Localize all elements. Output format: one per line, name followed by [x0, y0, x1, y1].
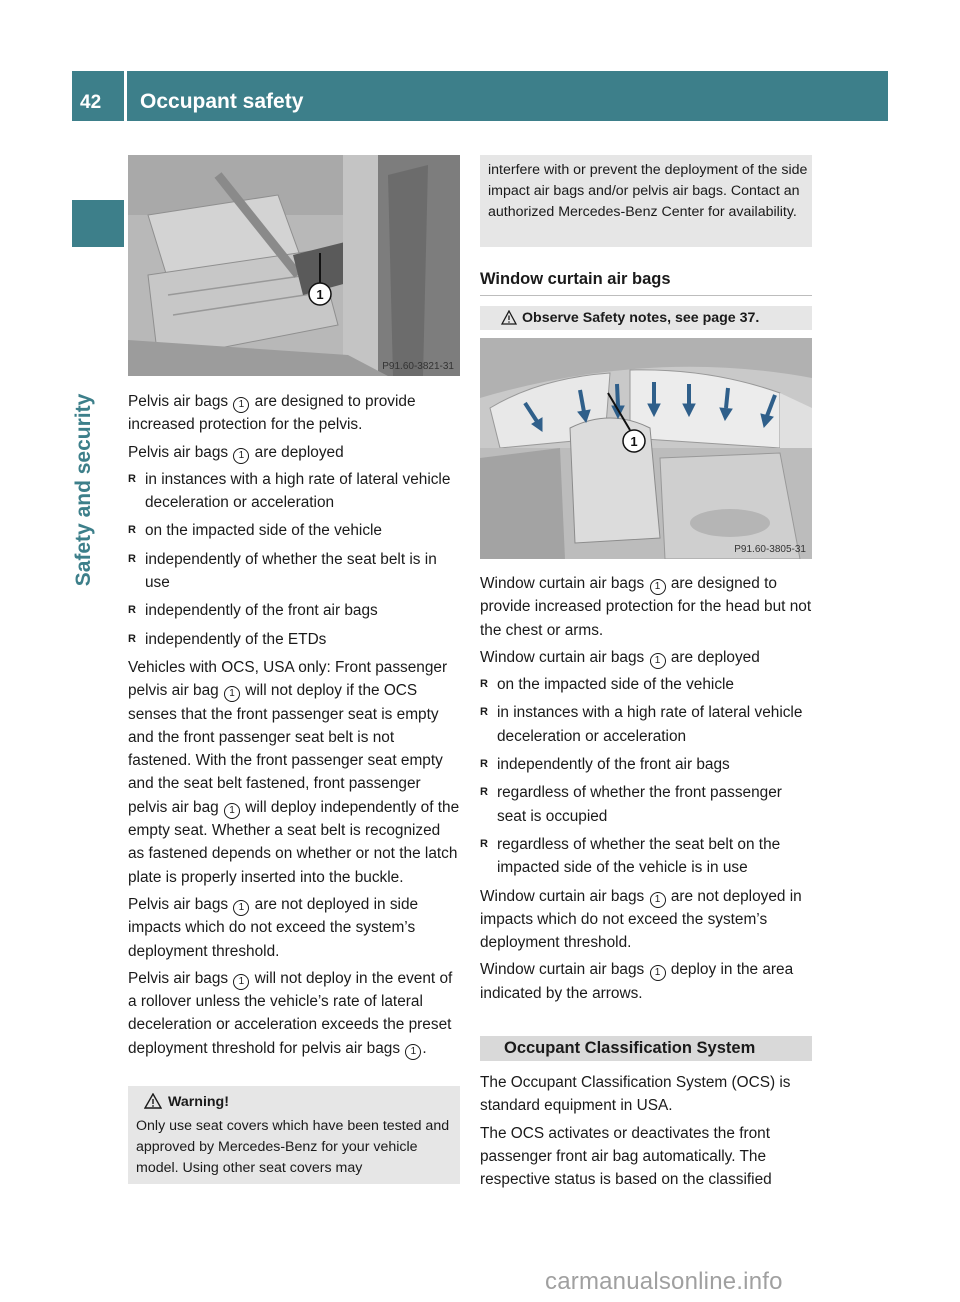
- paragraph: Pelvis air bags 1 will not deploy in the event of a rollover unless the vehicle’s rate of lateral deceleration or acceleration exceeds the preset deployment threshold for pelvis air bags 1 .: [128, 967, 460, 1060]
- safety-notes-reference: [480, 306, 812, 330]
- callout-1-icon: 1: [650, 892, 666, 908]
- warning-triangle-icon: [144, 1093, 162, 1109]
- figure1-callout: 1: [316, 287, 324, 302]
- figure1-code: P91.60-3821-31: [382, 361, 454, 372]
- paragraph: The OCS activates or deactivates the front passenger front air bag automatically. The respective status is based on the classified: [480, 1124, 772, 1189]
- section-heading: Window curtain air bags: [480, 270, 812, 296]
- list-item: R on the impacted side of the vehicle: [480, 673, 812, 696]
- paragraph: Window curtain air bags 1 are deployed: [480, 646, 812, 669]
- curtain-deploy-list: [480, 673, 812, 879]
- list-item: R independently of the front air bags: [480, 753, 812, 776]
- paragraph: The Occupant Classification System (OCS) is standard equipment in USA.: [480, 1074, 791, 1115]
- page-title: Occupant safety: [140, 90, 304, 113]
- list-item: R regardless of whether the seat belt on the impacted side of the vehicle is in use: [480, 833, 812, 880]
- figure2-callout: 1: [630, 434, 638, 449]
- list-item: R independently of the front air bags: [128, 599, 460, 622]
- header-divider: [124, 71, 127, 121]
- list-item: R independently of the ETDs: [128, 628, 460, 651]
- list-item: R regardless of whether the front passenger seat is occupied: [480, 781, 812, 828]
- paragraph: Window curtain air bags 1 deploy in the area indicated by the arrows.: [480, 961, 794, 1002]
- ocs-text: [480, 1071, 812, 1195]
- ocs-heading-text: Occupant Classification System: [504, 1039, 756, 1057]
- right-column-text: [480, 572, 812, 1009]
- pelvis-deploy-list: [128, 468, 460, 651]
- safety-notes-text: Observe Safety notes, see page 37.: [522, 310, 760, 326]
- paragraph: Window curtain air bags 1 are not deployed in impacts which do not exceed the system’s deployment threshold.: [480, 887, 802, 952]
- pelvis-airbag-figure: [128, 155, 460, 376]
- callout-1-icon: 1: [233, 900, 249, 916]
- list-item: R in instances with a high rate of lateral vehicle deceleration or acceleration: [480, 701, 812, 748]
- warning-text: Only use seat covers which have been tested and approved by Mercedes-Benz for your vehicle model. Using other seat covers may: [136, 1118, 450, 1176]
- ocs-section-heading: [480, 1036, 812, 1061]
- callout-1-icon: 1: [233, 974, 249, 990]
- callout-1-icon: 1: [650, 579, 666, 595]
- list-item: R independently of whether the seat belt is in use: [128, 548, 460, 595]
- callout-1-icon: 1: [650, 653, 666, 669]
- seat-illustration: [128, 155, 460, 376]
- watermark: carmanualsonline.info: [545, 1268, 783, 1295]
- window-curtain-figure: [480, 338, 812, 559]
- callout-1-icon: 1: [224, 803, 240, 819]
- page-number: 42: [80, 92, 102, 113]
- left-column-text: [128, 390, 460, 1064]
- list-item: R on the impacted side of the vehicle: [128, 519, 460, 542]
- callout-1-icon: 1: [405, 1044, 421, 1060]
- list-item: R in instances with a high rate of lateral vehicle deceleration or acceleration: [128, 468, 460, 515]
- warning-box-continued: [480, 155, 812, 247]
- callout-1-icon: 1: [233, 448, 249, 464]
- callout-1-icon: 1: [224, 686, 240, 702]
- paragraph: Vehicles with OCS, USA only: Front passenger pelvis air bag 1 will not deploy if the OCS senses that the front passenger seat is empty and the front passenger seat belt is not fastened. With the front passenger seat empty and the seat belt fastened, front passenger pelvis air bag 1 will deploy independently of the empty seat. Whether a seat belt is recognized as fastened depends on whether or not the latch plate is properly inserted into the buckle.: [128, 658, 460, 886]
- paragraph: Window curtain air bags 1 are designed to provide increased protection for the head but not the chest or arms.: [480, 575, 812, 639]
- paragraph: Pelvis air bags 1 are designed to provide increased protection for the pelvis.: [128, 393, 416, 434]
- section-tab-label: Safety and security: [72, 393, 95, 587]
- warning-title: Warning!: [168, 1094, 229, 1110]
- vehicle-interior-illustration: [480, 338, 812, 559]
- callout-1-icon: 1: [650, 965, 666, 981]
- paragraph: Pelvis air bags 1 are not deployed in side impacts which do not exceed the system’s deployment threshold.: [128, 895, 419, 960]
- paragraph: Pelvis air bags 1 are deployed: [128, 441, 460, 464]
- callout-1-icon: 1: [233, 397, 249, 413]
- warning-triangle-icon: [501, 310, 517, 325]
- figure2-code: P91.60-3805-31: [734, 544, 806, 555]
- section-tab-marker: [72, 200, 124, 247]
- warning-text: interfere with or prevent the deployment of the side impact air bags and/or pelvis air bags. Contact an authorized Mercedes-Benz Center for availability.: [488, 162, 808, 220]
- warning-box: [128, 1086, 460, 1184]
